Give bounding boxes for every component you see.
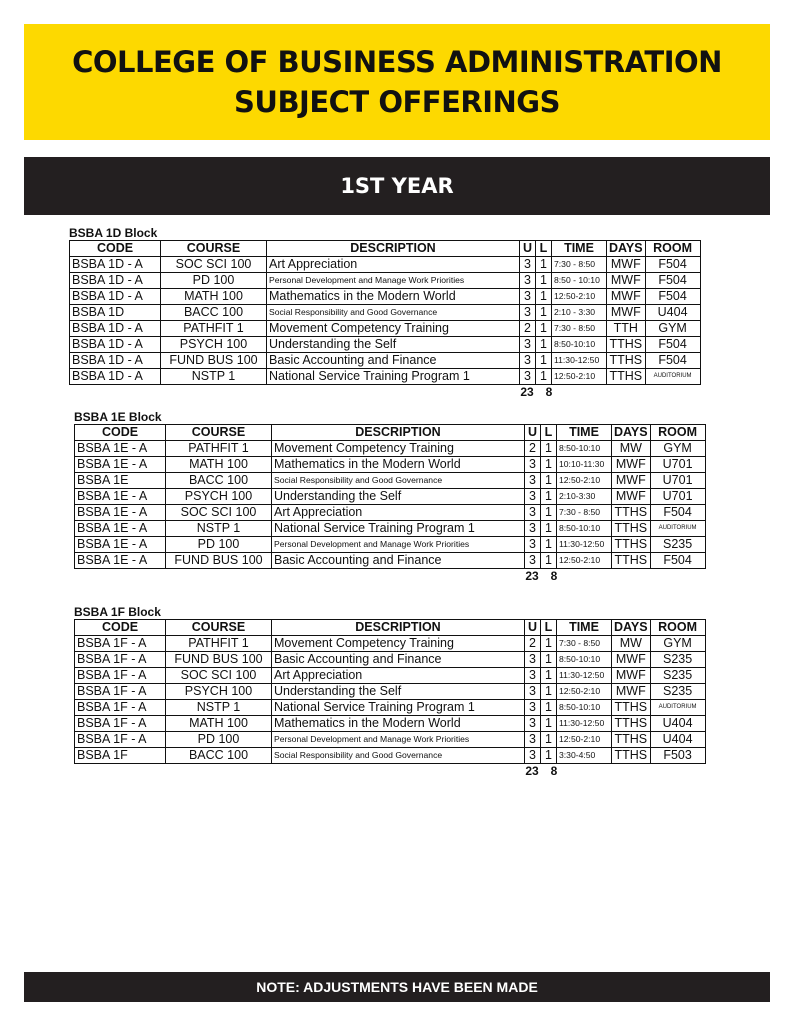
cell-course: PSYCH 100 [161, 337, 267, 353]
table-row [75, 684, 706, 700]
column-header-course: COURSE [161, 241, 267, 257]
cell-lab: 1 [541, 684, 557, 700]
cell-description: Basic Accounting and Finance [267, 353, 520, 369]
cell-lab: 1 [541, 732, 557, 748]
table-row [75, 716, 706, 732]
cell-code: BSBA 1F - A [75, 668, 166, 684]
cell-time: 7:30 - 8:50 [557, 505, 612, 521]
cell-units: 3 [520, 289, 536, 305]
cell-lab: 1 [536, 353, 552, 369]
cell-days: MWF [612, 684, 651, 700]
year-banner [24, 157, 770, 215]
table-row [75, 553, 706, 569]
cell-days: TTHS [607, 353, 646, 369]
column-header-room: ROOM [650, 425, 705, 441]
cell-code: BSBA 1D - A [70, 369, 161, 385]
footer-banner [24, 972, 770, 1002]
cell-description: Movement Competency Training [267, 321, 520, 337]
cell-time: 8:50-10:10 [552, 337, 607, 353]
cell-units: 3 [525, 505, 541, 521]
cell-code: BSBA 1F - A [75, 732, 166, 748]
cell-time: 8:50-10:10 [557, 441, 612, 457]
cell-days: MWF [612, 457, 651, 473]
column-header-time: TIME [557, 620, 612, 636]
table-header-row [75, 425, 706, 441]
cell-course: PD 100 [161, 273, 267, 289]
schedule-table [74, 619, 706, 764]
block-title: BSBA 1F Block [74, 605, 161, 619]
total-lab: 8 [545, 385, 553, 399]
table-row [75, 441, 706, 457]
column-header-lab: L [536, 241, 552, 257]
cell-course: PD 100 [166, 537, 272, 553]
cell-lab: 1 [541, 716, 557, 732]
column-header-code: CODE [75, 425, 166, 441]
cell-time: 12:50-2:10 [552, 289, 607, 305]
cell-units: 3 [525, 684, 541, 700]
cell-course: FUND BUS 100 [161, 353, 267, 369]
cell-time: 12:50-2:10 [557, 732, 612, 748]
cell-units: 3 [525, 553, 541, 569]
schedule-block [74, 605, 706, 778]
column-header-units: U [520, 241, 536, 257]
cell-course: PSYCH 100 [166, 489, 272, 505]
cell-lab: 1 [536, 321, 552, 337]
cell-days: MW [612, 636, 651, 652]
cell-lab: 1 [541, 473, 557, 489]
cell-units: 3 [525, 716, 541, 732]
cell-lab: 1 [541, 505, 557, 521]
column-header-days: DAYS [612, 620, 651, 636]
cell-units: 3 [525, 652, 541, 668]
cell-days: MWF [612, 668, 651, 684]
cell-room: S235 [650, 668, 705, 684]
table-row [75, 473, 706, 489]
cell-room: U701 [650, 473, 705, 489]
column-header-units: U [525, 425, 541, 441]
cell-lab: 1 [541, 457, 557, 473]
cell-lab: 1 [541, 748, 557, 764]
total-units: 23 [525, 764, 539, 778]
cell-code: BSBA 1E - A [75, 441, 166, 457]
cell-days: TTHS [607, 369, 646, 385]
cell-days: MWF [607, 257, 646, 273]
cell-description: Art Appreciation [272, 505, 525, 521]
table-row [75, 537, 706, 553]
cell-days: MWF [607, 305, 646, 321]
cell-room: F504 [645, 337, 700, 353]
column-header-days: DAYS [607, 241, 646, 257]
page-header [24, 24, 770, 140]
cell-time: 11:30-12:50 [557, 716, 612, 732]
cell-description: Social Responsibility and Good Governance [272, 748, 525, 764]
cell-room: S235 [650, 684, 705, 700]
cell-code: BSBA 1D - A [70, 337, 161, 353]
cell-description: Social Responsibility and Good Governance [272, 473, 525, 489]
cell-room: U404 [650, 732, 705, 748]
cell-course: FUND BUS 100 [166, 652, 272, 668]
cell-course: SOC SCI 100 [166, 668, 272, 684]
cell-room: S235 [650, 537, 705, 553]
cell-description: Social Responsibility and Good Governance [267, 305, 520, 321]
cell-description: Basic Accounting and Finance [272, 553, 525, 569]
cell-lab: 1 [536, 257, 552, 273]
table-row [75, 652, 706, 668]
cell-code: BSBA 1D - A [70, 353, 161, 369]
table-row [70, 273, 701, 289]
cell-lab: 1 [541, 441, 557, 457]
cell-units: 3 [520, 305, 536, 321]
cell-time: 12:50-2:10 [557, 473, 612, 489]
cell-units: 3 [525, 489, 541, 505]
cell-code: BSBA 1D - A [70, 273, 161, 289]
cell-description: National Service Training Program 1 [272, 700, 525, 716]
column-header-time: TIME [557, 425, 612, 441]
cell-days: TTH [607, 321, 646, 337]
cell-room: F504 [645, 257, 700, 273]
cell-lab: 1 [536, 273, 552, 289]
column-header-units: U [525, 620, 541, 636]
footer-note: NOTE: ADJUSTMENTS HAVE BEEN MADE [256, 979, 538, 995]
cell-time: 12:50-2:10 [557, 684, 612, 700]
cell-room: U404 [650, 716, 705, 732]
cell-code: BSBA 1F - A [75, 700, 166, 716]
table-header-row [75, 620, 706, 636]
cell-course: BACC 100 [161, 305, 267, 321]
cell-days: MWF [612, 652, 651, 668]
cell-days: TTHS [612, 521, 651, 537]
column-header-description: DESCRIPTION [272, 425, 525, 441]
cell-room: U701 [650, 489, 705, 505]
cell-course: MATH 100 [166, 457, 272, 473]
cell-room: AUDITORIUM [650, 521, 705, 537]
cell-code: BSBA 1E - A [75, 521, 166, 537]
cell-code: BSBA 1E - A [75, 457, 166, 473]
header-title: COLLEGE OF BUSINESS ADMINISTRATION [72, 45, 722, 79]
cell-days: MWF [607, 273, 646, 289]
cell-room: F504 [650, 553, 705, 569]
cell-time: 11:30-12:50 [557, 668, 612, 684]
cell-days: TTHS [612, 700, 651, 716]
cell-room: S235 [650, 652, 705, 668]
cell-time: 7:30 - 8:50 [557, 636, 612, 652]
cell-days: TTHS [612, 553, 651, 569]
cell-description: Personal Development and Manage Work Priorities [267, 273, 520, 289]
total-units: 23 [520, 385, 534, 399]
cell-course: PATHFIT 1 [166, 441, 272, 457]
cell-days: MW [612, 441, 651, 457]
cell-room: F504 [645, 289, 700, 305]
cell-description: Understanding the Self [272, 684, 525, 700]
cell-lab: 1 [541, 652, 557, 668]
cell-description: Personal Development and Manage Work Priorities [272, 732, 525, 748]
cell-units: 3 [525, 457, 541, 473]
cell-time: 8:50-10:10 [557, 652, 612, 668]
cell-room: GYM [650, 441, 705, 457]
column-header-course: COURSE [166, 620, 272, 636]
table-row [70, 289, 701, 305]
cell-room: GYM [645, 321, 700, 337]
cell-units: 3 [525, 732, 541, 748]
schedule-table [74, 424, 706, 569]
column-header-course: COURSE [166, 425, 272, 441]
cell-time: 11:30-12:50 [552, 353, 607, 369]
column-header-code: CODE [70, 241, 161, 257]
cell-units: 3 [525, 700, 541, 716]
cell-units: 3 [525, 473, 541, 489]
table-row [70, 321, 701, 337]
cell-code: BSBA 1E - A [75, 489, 166, 505]
cell-days: TTHS [612, 748, 651, 764]
table-header-row [70, 241, 701, 257]
cell-lab: 1 [536, 305, 552, 321]
totals-row [69, 385, 701, 399]
totals-row [74, 764, 706, 778]
cell-time: 12:50-2:10 [552, 369, 607, 385]
cell-course: PD 100 [166, 732, 272, 748]
cell-units: 3 [520, 369, 536, 385]
cell-room: GYM [650, 636, 705, 652]
cell-lab: 1 [541, 700, 557, 716]
table-row [75, 505, 706, 521]
table-row [75, 489, 706, 505]
cell-time: 8:50 - 10:10 [552, 273, 607, 289]
cell-description: Basic Accounting and Finance [272, 652, 525, 668]
cell-days: MWF [612, 473, 651, 489]
cell-lab: 1 [541, 521, 557, 537]
column-header-time: TIME [552, 241, 607, 257]
cell-lab: 1 [541, 636, 557, 652]
header-subtitle: SUBJECT OFFERINGS [234, 85, 560, 119]
cell-time: 8:50-10:10 [557, 521, 612, 537]
column-header-lab: L [541, 425, 557, 441]
cell-lab: 1 [541, 489, 557, 505]
cell-description: Personal Development and Manage Work Priorities [272, 537, 525, 553]
cell-units: 3 [520, 353, 536, 369]
cell-room: AUDITORIUM [650, 700, 705, 716]
cell-room: F503 [650, 748, 705, 764]
cell-time: 2:10 - 3:30 [552, 305, 607, 321]
cell-lab: 1 [541, 668, 557, 684]
cell-code: BSBA 1E - A [75, 505, 166, 521]
total-lab: 8 [550, 764, 558, 778]
cell-units: 2 [525, 441, 541, 457]
cell-time: 7:30 - 8:50 [552, 321, 607, 337]
cell-days: TTHS [607, 337, 646, 353]
cell-units: 3 [525, 521, 541, 537]
column-header-room: ROOM [650, 620, 705, 636]
cell-course: MATH 100 [161, 289, 267, 305]
schedule-block [74, 410, 706, 583]
cell-description: Understanding the Self [272, 489, 525, 505]
cell-description: Mathematics in the Modern World [267, 289, 520, 305]
cell-description: National Service Training Program 1 [272, 521, 525, 537]
cell-units: 2 [520, 321, 536, 337]
cell-course: NSTP 1 [166, 700, 272, 716]
cell-time: 3:30-4:50 [557, 748, 612, 764]
cell-course: SOC SCI 100 [161, 257, 267, 273]
cell-time: 11:30-12:50 [557, 537, 612, 553]
cell-code: BSBA 1F - A [75, 684, 166, 700]
cell-course: PATHFIT 1 [166, 636, 272, 652]
cell-description: Mathematics in the Modern World [272, 716, 525, 732]
cell-days: TTHS [612, 537, 651, 553]
cell-days: MWF [612, 489, 651, 505]
cell-course: BACC 100 [166, 473, 272, 489]
cell-room: U701 [650, 457, 705, 473]
cell-description: Movement Competency Training [272, 441, 525, 457]
cell-course: FUND BUS 100 [166, 553, 272, 569]
column-header-days: DAYS [612, 425, 651, 441]
cell-units: 3 [520, 337, 536, 353]
cell-description: National Service Training Program 1 [267, 369, 520, 385]
cell-lab: 1 [541, 553, 557, 569]
column-header-lab: L [541, 620, 557, 636]
table-row [75, 732, 706, 748]
cell-course: BACC 100 [166, 748, 272, 764]
cell-code: BSBA 1D [70, 305, 161, 321]
cell-code: BSBA 1F - A [75, 636, 166, 652]
cell-lab: 1 [536, 337, 552, 353]
cell-description: Art Appreciation [272, 668, 525, 684]
cell-code: BSBA 1E [75, 473, 166, 489]
cell-code: BSBA 1D - A [70, 289, 161, 305]
table-row [75, 748, 706, 764]
cell-time: 12:50-2:10 [557, 553, 612, 569]
cell-code: BSBA 1F [75, 748, 166, 764]
cell-description: Art Appreciation [267, 257, 520, 273]
cell-course: SOC SCI 100 [166, 505, 272, 521]
cell-room: F504 [645, 353, 700, 369]
cell-description: Movement Competency Training [272, 636, 525, 652]
column-header-description: DESCRIPTION [272, 620, 525, 636]
cell-units: 3 [525, 668, 541, 684]
cell-units: 3 [520, 273, 536, 289]
cell-code: BSBA 1D - A [70, 321, 161, 337]
block-title: BSBA 1D Block [69, 226, 158, 240]
cell-course: NSTP 1 [166, 521, 272, 537]
table-row [70, 305, 701, 321]
cell-description: Mathematics in the Modern World [272, 457, 525, 473]
cell-units: 3 [520, 257, 536, 273]
cell-code: BSBA 1F - A [75, 716, 166, 732]
table-row [70, 257, 701, 273]
table-row [70, 353, 701, 369]
cell-room: F504 [650, 505, 705, 521]
cell-code: BSBA 1F - A [75, 652, 166, 668]
column-header-description: DESCRIPTION [267, 241, 520, 257]
totals-row [74, 569, 706, 583]
year-label: 1ST YEAR [340, 174, 454, 198]
table-row [75, 636, 706, 652]
cell-code: BSBA 1E - A [75, 537, 166, 553]
table-row [75, 457, 706, 473]
cell-units: 3 [525, 537, 541, 553]
schedule-table [69, 240, 701, 385]
block-title: BSBA 1E Block [74, 410, 162, 424]
cell-units: 2 [525, 636, 541, 652]
cell-time: 8:50-10:10 [557, 700, 612, 716]
cell-room: AUDITORIUM [645, 369, 700, 385]
schedule-block [69, 226, 701, 399]
cell-units: 3 [525, 748, 541, 764]
cell-lab: 1 [536, 289, 552, 305]
cell-time: 10:10-11:30 [557, 457, 612, 473]
cell-days: TTHS [612, 505, 651, 521]
cell-days: TTHS [612, 716, 651, 732]
cell-code: BSBA 1E - A [75, 553, 166, 569]
table-row [75, 700, 706, 716]
cell-days: MWF [607, 289, 646, 305]
table-row [75, 521, 706, 537]
table-row [75, 668, 706, 684]
table-row [70, 369, 701, 385]
cell-lab: 1 [541, 537, 557, 553]
column-header-room: ROOM [645, 241, 700, 257]
cell-room: U404 [645, 305, 700, 321]
cell-course: PSYCH 100 [166, 684, 272, 700]
cell-time: 2:10-3:30 [557, 489, 612, 505]
table-row [70, 337, 701, 353]
cell-course: NSTP 1 [161, 369, 267, 385]
cell-days: TTHS [612, 732, 651, 748]
cell-lab: 1 [536, 369, 552, 385]
cell-code: BSBA 1D - A [70, 257, 161, 273]
total-units: 23 [525, 569, 539, 583]
column-header-code: CODE [75, 620, 166, 636]
cell-description: Understanding the Self [267, 337, 520, 353]
cell-course: MATH 100 [166, 716, 272, 732]
cell-room: F504 [645, 273, 700, 289]
cell-course: PATHFIT 1 [161, 321, 267, 337]
total-lab: 8 [550, 569, 558, 583]
cell-time: 7:30 - 8:50 [552, 257, 607, 273]
